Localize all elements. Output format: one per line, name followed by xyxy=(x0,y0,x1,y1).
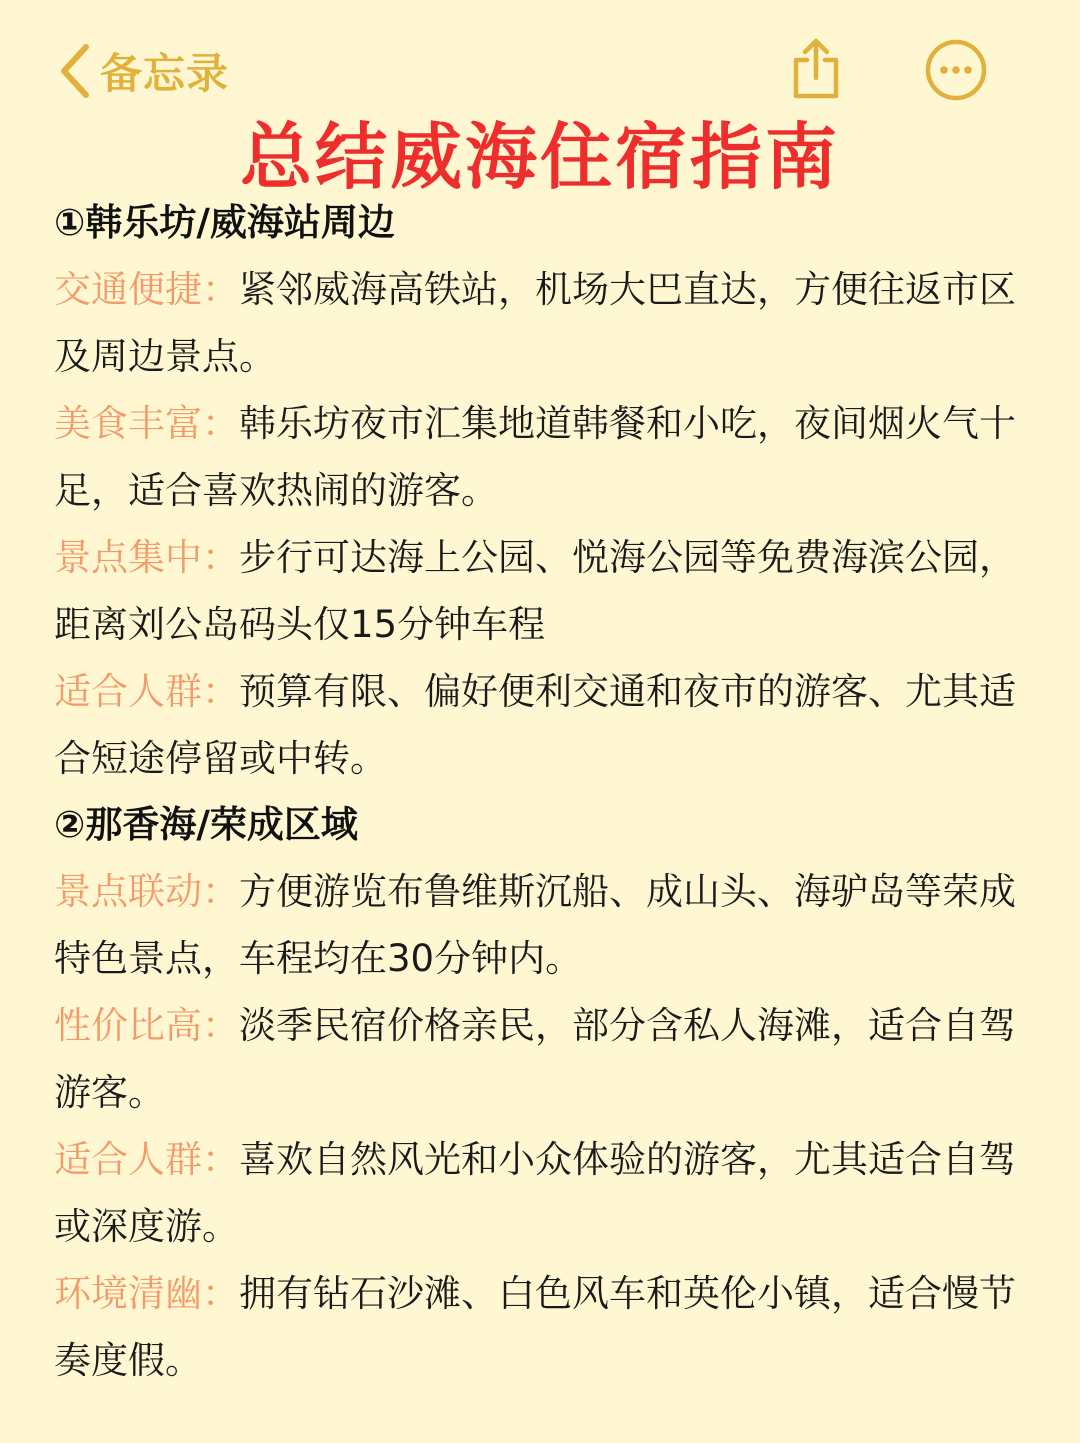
paragraph-label: 景点联动： xyxy=(54,870,239,913)
note-paragraph xyxy=(54,658,1034,792)
note-body[interactable] xyxy=(54,190,1034,1394)
note-paragraph xyxy=(54,390,1034,524)
paragraph-text: 紧邻威海高铁站，机场大巴直达，方便往返市区及周边景点。 xyxy=(54,268,1016,378)
paragraph-text: 步行可达海上公园、悦海公园等免费海滨公园，距离刘公岛码头仅15分钟车程 xyxy=(54,536,1016,646)
back-button[interactable] xyxy=(58,38,229,104)
note-paragraph xyxy=(54,1260,1034,1394)
paragraph-label: 适合人群： xyxy=(54,670,239,713)
more-icon xyxy=(924,38,988,102)
top-navigation-bar xyxy=(0,0,1080,120)
share-button[interactable] xyxy=(788,36,844,102)
paragraph-label: 性价比高： xyxy=(54,1004,239,1047)
note-paragraph xyxy=(54,992,1034,1126)
paragraph-text: 预算有限、偏好便利交通和夜市的游客、尤其适合短途停留或中转。 xyxy=(54,670,1016,780)
chevron-left-icon xyxy=(58,43,92,99)
share-icon xyxy=(788,36,844,102)
note-title: 总结威海住宿指南 xyxy=(239,115,840,199)
paragraph-label: 适合人群： xyxy=(54,1138,239,1181)
note-paragraph xyxy=(54,1126,1034,1260)
paragraph-text: 喜欢自然风光和小众体验的游客，尤其适合自驾或深度游。 xyxy=(54,1138,1016,1248)
paragraph-text: 拥有钻石沙滩、白色风车和英伦小镇，适合慢节奏度假。 xyxy=(54,1272,1016,1382)
section-heading: ①韩乐坊/威海站周边 xyxy=(54,201,395,244)
paragraph-label: 交通便捷： xyxy=(54,268,239,311)
note-paragraph xyxy=(54,524,1034,658)
paragraph-label: 环境清幽： xyxy=(54,1272,239,1315)
paragraph-text: 韩乐坊夜市汇集地道韩餐和小吃，夜间烟火气十足，适合喜欢热闹的游客。 xyxy=(54,402,1016,512)
paragraph-text: 淡季民宿价格亲民，部分含私人海滩，适合自驾游客。 xyxy=(54,1004,1016,1114)
section-hanlefang xyxy=(54,190,1034,792)
section-naxianghai xyxy=(54,792,1034,1394)
paragraph-text: 方便游览布鲁维斯沉船、成山头、海驴岛等荣成特色景点，车程均在30分钟内。 xyxy=(54,870,1016,980)
section-heading: ②那香海/荣成区域 xyxy=(54,803,358,846)
paragraph-label: 美食丰富： xyxy=(54,402,239,445)
back-button-label: 备忘录 xyxy=(100,49,230,98)
note-paragraph xyxy=(54,256,1034,390)
paragraph-label: 景点集中： xyxy=(54,536,239,579)
more-options-button[interactable] xyxy=(924,38,988,102)
note-paragraph xyxy=(54,858,1034,992)
